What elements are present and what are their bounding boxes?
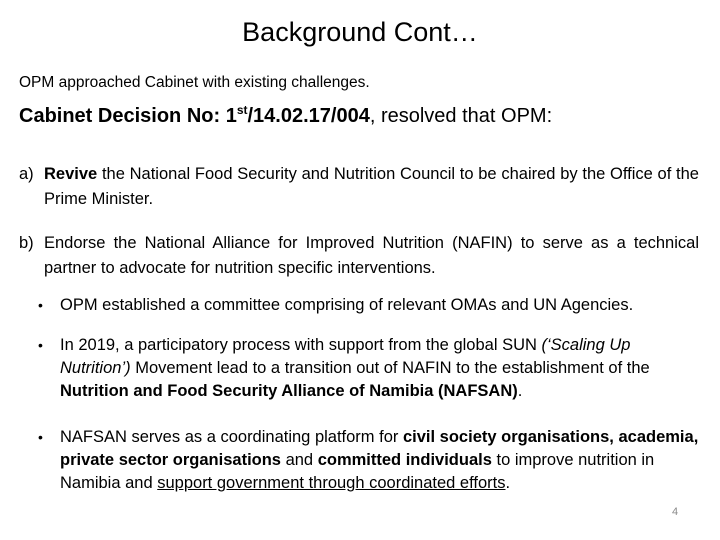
bullet-sun-text-1: In 2019, a participatory process with support from the global SUN bbox=[60, 336, 542, 354]
bullet-nafsan-platform-text bbox=[60, 426, 700, 495]
bullet-committee-text: OPM established a committee comprising of relevant OMAs and UN Agencies. bbox=[60, 296, 634, 314]
bullet-committee bbox=[36, 294, 700, 317]
nafsan-full-name: Nutrition and Food Security Alliance of Namibia (NAFSAN) bbox=[60, 382, 518, 400]
cabinet-decision bbox=[19, 102, 552, 130]
decision-number: /14.02.17/004 bbox=[247, 105, 370, 127]
list-marker-a: a) bbox=[19, 165, 34, 183]
bullet-dot-icon: • bbox=[38, 297, 43, 313]
intro-text: OPM approached Cabinet with existing challenges. bbox=[19, 74, 370, 91]
bullet-dot-icon: • bbox=[38, 337, 43, 353]
list-marker-b: b) bbox=[19, 234, 34, 252]
bullet-sun-movement-text bbox=[60, 334, 700, 403]
bullet-nafsan-platform bbox=[36, 426, 700, 495]
bullet-sun-text-2: Movement lead to a transition out of NAFIN to the establishment of the bbox=[130, 359, 650, 377]
stakeholder-groups: civil society organisations, academia, private sector organisations bbox=[60, 428, 699, 469]
bullet-nafsan-text-3: to improve nutrition in Namibia and bbox=[60, 451, 655, 492]
revive-keyword: Revive bbox=[44, 165, 98, 183]
decision-lead: Cabinet Decision No: 1 bbox=[19, 105, 237, 127]
slide-title: Background Cont… bbox=[242, 17, 478, 47]
list-item-b-text: Endorse the National Alliance for Improved Nutrition (NAFIN) to serve as a technical partner to advocate for nutrition specific interventions. bbox=[44, 234, 699, 277]
bullet-sun-movement bbox=[36, 334, 700, 403]
bullet-nafsan-text-1: NAFSAN serves as a coordinating platform for bbox=[60, 428, 403, 446]
support-government-underlined: support government through coordinated efforts bbox=[157, 474, 506, 492]
bullet-nafsan-text-4: . bbox=[505, 474, 511, 492]
committed-individuals: committed individuals bbox=[317, 451, 492, 469]
decision-superscript: st bbox=[236, 103, 248, 117]
bullet-nafsan-text-2: and bbox=[281, 451, 318, 469]
bullet-dot-icon: • bbox=[38, 429, 43, 445]
sun-italic-name: (‘Scaling Up Nutrition’) bbox=[60, 336, 631, 377]
list-item-a-body: the National Food Security and Nutrition Council to be chaired by the Office of the Prime Minister. bbox=[44, 165, 699, 208]
bullet-sun-text-3: . bbox=[517, 382, 523, 400]
decision-rest: , resolved that OPM: bbox=[369, 105, 553, 127]
page-number: 4 bbox=[672, 506, 679, 518]
list-item-a bbox=[19, 162, 699, 212]
list-item-b bbox=[19, 231, 699, 281]
list-item-a-text bbox=[44, 162, 699, 212]
